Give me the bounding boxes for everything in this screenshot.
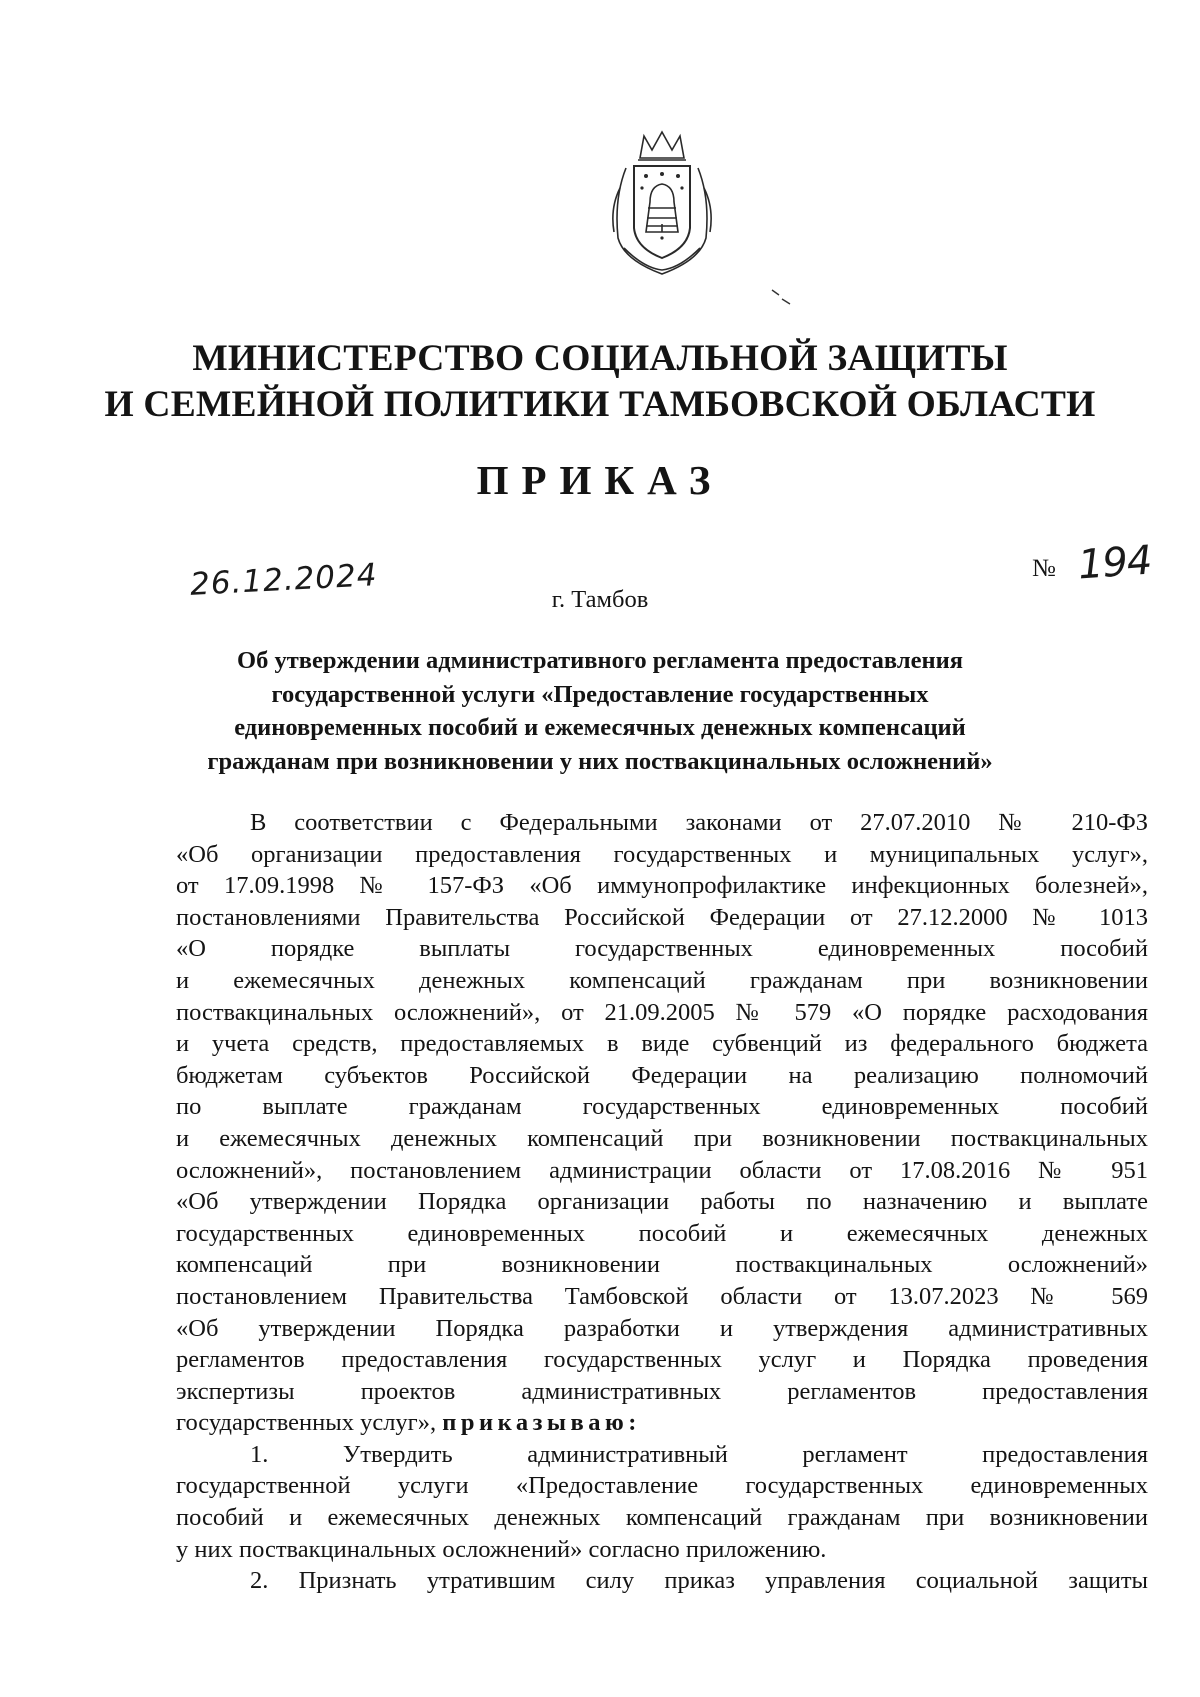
item-1-line: государственной услуги «Предоставление государственных единовременных xyxy=(176,1472,1148,1500)
item-1-line: пособий и ежемесячных денежных компенсаций гражданам при возникновении xyxy=(176,1504,1148,1532)
body-line: и ежемесячных денежных компенсаций при возникновении поствакцинальных xyxy=(176,1124,1148,1152)
decree-word: приказываю: xyxy=(442,1409,641,1437)
handwritten-date: 26.12.2024 xyxy=(189,557,379,603)
body-line: осложнений», постановлением администрации области от 17.08.2016 № 951 xyxy=(176,1156,1148,1184)
body-line: по выплате гражданам государственных единовременных пособий xyxy=(176,1093,1148,1121)
item-2-line: 2. Признать утратившим силу приказ управления социальной защиты xyxy=(250,1567,1148,1595)
item-1-line: 1. Утвердить административный регламент предоставления xyxy=(250,1440,1148,1468)
subject-line: единовременных пособий и ежемесячных денежных компенсаций xyxy=(234,714,966,741)
body-line: В соответствии с Федеральными законами от 27.07.2010 № 210-ФЗ xyxy=(250,809,1148,836)
order-body xyxy=(176,807,1148,1597)
handwritten-number: 194 xyxy=(1076,537,1153,589)
subject-line: гражданам при возникновении у них поствакцинальных осложнений» xyxy=(207,747,993,775)
body-line: от 17.09.1998 № 157-ФЗ «Об иммунопрофилактике инфекционных болезней», xyxy=(176,872,1148,900)
body-line: бюджетам субъектов Российской Федерации на реализацию полномочий xyxy=(176,1061,1148,1089)
body-line: государственных единовременных пособий и ежемесячных денежных xyxy=(176,1219,1148,1247)
subject-line: государственной услуги «Предоставление государственных xyxy=(271,680,929,708)
body-line: «Об утверждении Порядка разработки и утверждения административных xyxy=(176,1314,1148,1342)
body-line: экспертизы проектов административных регламентов предоставления xyxy=(176,1377,1148,1405)
organization-name-line-1: МИНИСТЕРСТВО СОЦИАЛЬНОЙ ЗАЩИТЫ xyxy=(192,338,1008,379)
number-label: № xyxy=(1032,555,1056,582)
decree-prefix: государственных услуг», xyxy=(176,1409,437,1437)
organization-name xyxy=(60,336,1140,428)
scan-mark-icon xyxy=(770,288,792,306)
body-line: «Об утверждении Порядка организации работы по назначению и выплате xyxy=(176,1188,1148,1216)
body-line: регламентов предоставления государственных услуг и Порядка проведения xyxy=(176,1346,1148,1374)
body-line: «Об организации предоставления государственных и муниципальных услуг», xyxy=(176,840,1148,868)
body-line: поствакцинальных осложнений», от 21.09.2005 № 579 «О порядке расходования xyxy=(176,998,1148,1026)
city-label: г. Тамбов xyxy=(551,586,649,613)
tambov-coat-of-arms-icon xyxy=(604,128,720,278)
body-line: постановлением Правительства Тамбовской области от 13.07.2023 № 569 xyxy=(176,1282,1148,1310)
body-line: постановлениями Правительства Российской Федерации от 27.12.2000 № 1013 xyxy=(176,903,1148,931)
item-1-line: у них поствакцинальных осложнений» согласно приложению. xyxy=(176,1535,827,1563)
body-line: и учета средств, предоставляемых в виде субвенций из федерального бюджета xyxy=(176,1030,1148,1058)
body-line: компенсаций при возникновении поствакцинальных осложнений» xyxy=(176,1251,1148,1279)
document-type-title: ПРИКАЗ xyxy=(476,457,724,503)
body-line: и ежемесячных денежных компенсаций гражданам при возникновении xyxy=(176,966,1148,994)
subject-line: Об утверждении административного регламента предоставления xyxy=(237,647,963,674)
body-line: «О порядке выплаты государственных единовременных пособий xyxy=(176,935,1148,963)
organization-name-line-2: И СЕМЕЙНОЙ ПОЛИТИКИ ТАМБОВСКОЙ ОБЛАСТИ xyxy=(104,384,1096,425)
order-subject xyxy=(60,644,1140,778)
decree-line xyxy=(176,1407,1148,1439)
